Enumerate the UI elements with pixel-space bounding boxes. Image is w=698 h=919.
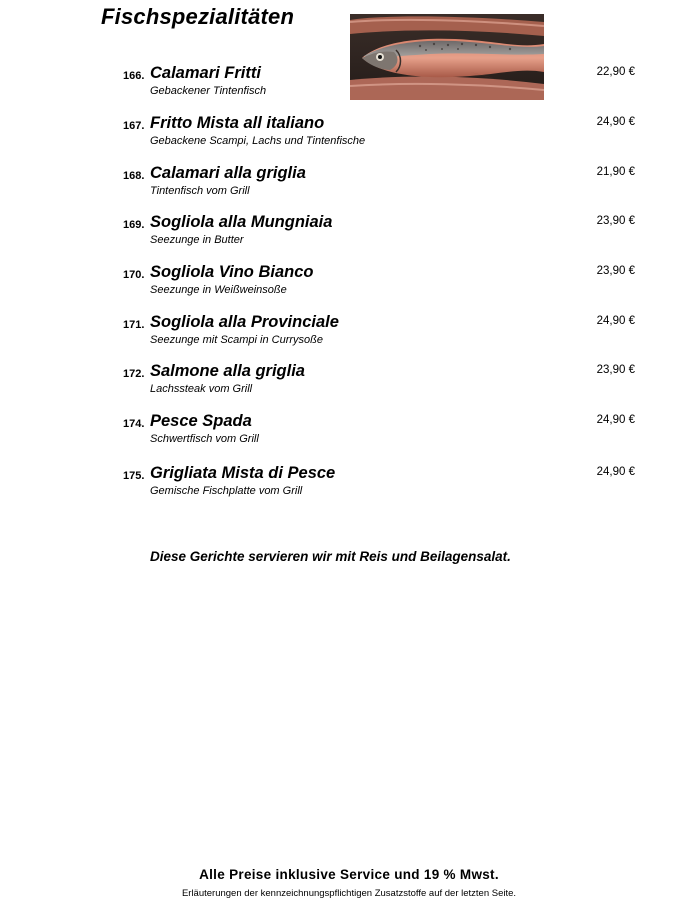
item-name: Grigliata Mista di Pesce — [150, 464, 336, 482]
menu-item — [0, 213, 698, 253]
item-name: Sogliola Vino Bianco — [150, 263, 314, 281]
item-description: Gebackene Scampi, Lachs und Tintenfische — [150, 135, 366, 147]
item-name: Pesce Spada — [150, 412, 252, 430]
menu-item — [0, 263, 698, 303]
item-description: Lachssteak vom Grill — [150, 383, 253, 395]
item-name: Calamari Fritti — [150, 64, 261, 82]
item-price: 24,90 € — [596, 414, 635, 426]
item-name: Sogliola alla Mungniaia — [150, 213, 333, 231]
menu-item — [0, 114, 698, 154]
item-description: Seezunge mit Scampi in Currysoße — [150, 334, 324, 346]
item-price: 22,90 € — [596, 66, 635, 78]
item-price: 24,90 € — [596, 466, 635, 478]
menu-item — [0, 313, 698, 353]
item-description: Gebackener Tintenfisch — [150, 85, 267, 97]
item-description: Seezunge in Butter — [150, 234, 244, 246]
service-note: Diese Gerichte servieren wir mit Reis und Beilagensalat. — [150, 549, 511, 564]
item-description: Seezunge in Weißweinsoße — [150, 284, 287, 296]
item-description: Schwertfisch vom Grill — [150, 433, 259, 445]
item-name: Calamari alla griglia — [150, 164, 306, 182]
item-number: 170. — [123, 269, 145, 281]
menu-item — [0, 164, 698, 204]
item-number: 174. — [123, 418, 145, 430]
item-number: 171. — [123, 319, 145, 331]
item-price: 23,90 € — [596, 364, 635, 376]
item-price: 23,90 € — [596, 215, 635, 227]
menu-item — [0, 412, 698, 452]
item-name: Sogliola alla Provinciale — [150, 313, 339, 331]
item-number: 166. — [123, 70, 145, 82]
item-number: 172. — [123, 368, 145, 380]
menu-item — [0, 64, 698, 104]
footer-price-note: Alle Preise inklusive Service und 19 % Mwst. — [199, 867, 499, 882]
item-price: 23,90 € — [596, 265, 635, 277]
item-price: 24,90 € — [596, 315, 635, 327]
footer-additives-note: Erläuterungen der kennzeichnungspflichtigen Zusatzstoffe auf der letzten Seite. — [181, 888, 517, 899]
page-title: Fischspezialitäten — [101, 4, 295, 29]
item-description: Gemische Fischplatte vom Grill — [150, 485, 303, 497]
item-number: 175. — [123, 470, 145, 482]
item-price: 24,90 € — [596, 116, 635, 128]
item-name: Salmone alla griglia — [150, 362, 305, 380]
item-price: 21,90 € — [596, 166, 635, 178]
menu-item — [0, 362, 698, 402]
item-number: 168. — [123, 170, 145, 182]
menu-item — [0, 464, 698, 504]
item-number: 167. — [123, 120, 145, 132]
item-name: Fritto Mista all italiano — [150, 114, 325, 132]
item-number: 169. — [123, 219, 145, 231]
item-description: Tintenfisch vom Grill — [150, 185, 250, 197]
